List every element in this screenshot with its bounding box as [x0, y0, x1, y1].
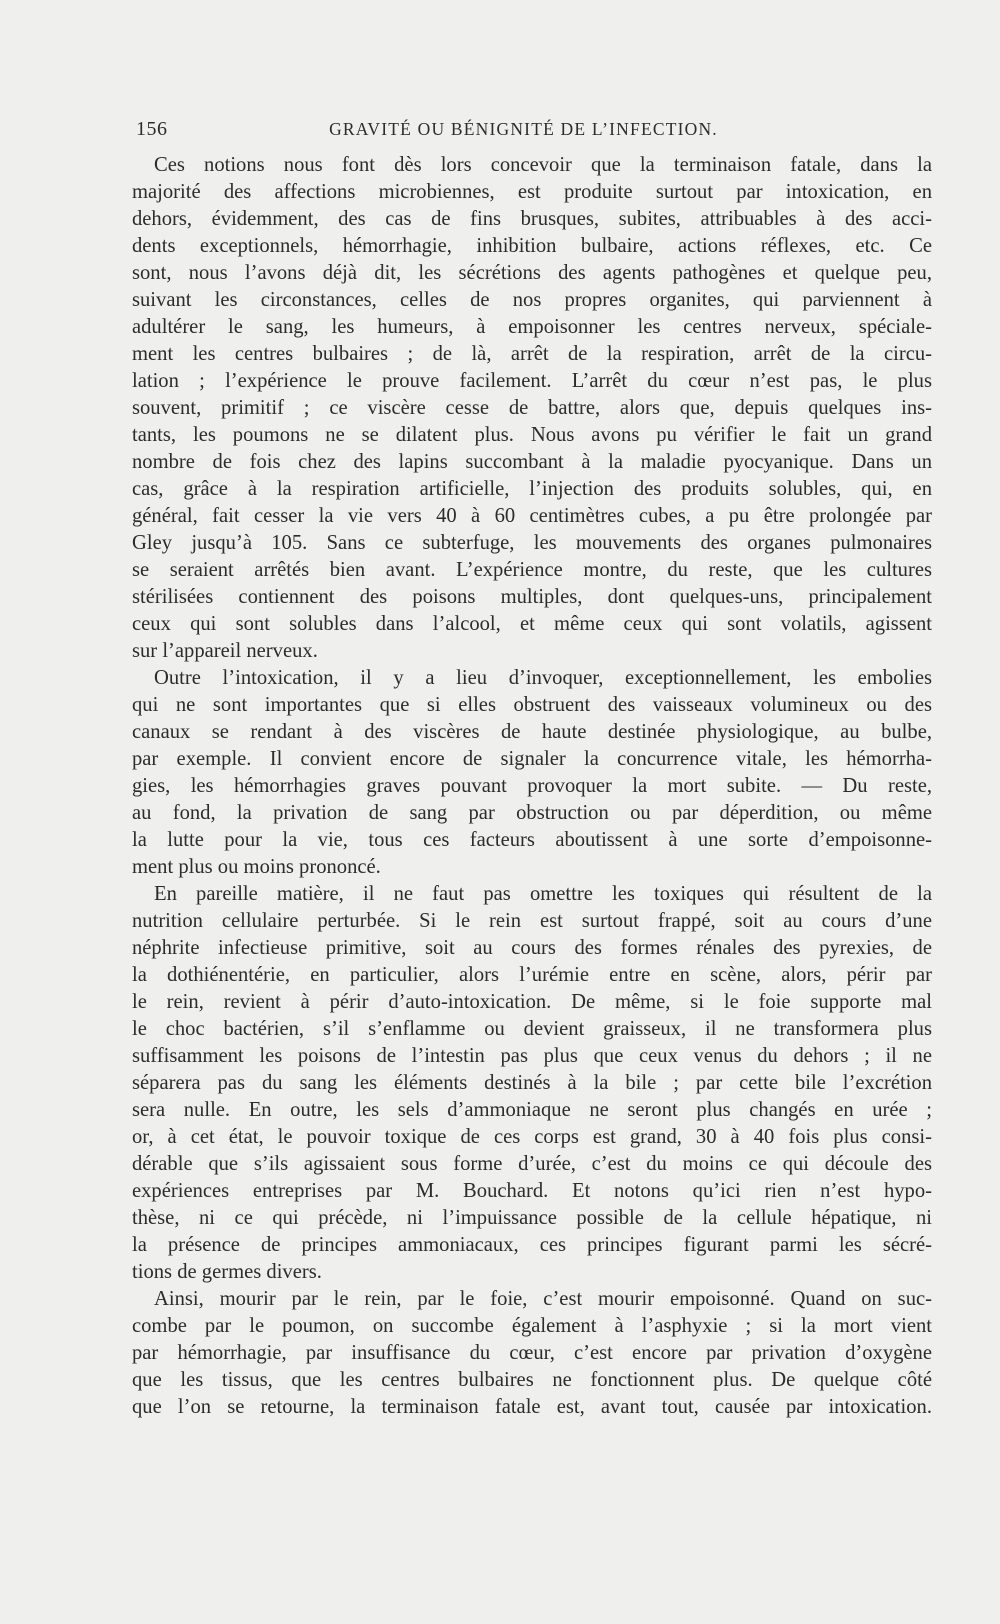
running-title: GRAVITÉ OU BÉNIGNITÉ DE L’INFECTION.: [329, 119, 718, 139]
text-line: par exemple. Il convient encore de signaler la concurrence vitale, les hémorrha-: [132, 748, 932, 770]
text-line: lation ; l’expérience le prouve facilement. L’arrêt du cœur n’est pas, le plus: [132, 370, 932, 392]
text-line: le rein, revient à périr d’auto-intoxication. De même, si le foie supporte mal: [132, 991, 932, 1013]
text-line: sera nulle. En outre, les sels d’ammoniaque ne seront plus changés en urée ;: [132, 1099, 932, 1121]
text-line: général, fait cesser la vie vers 40 à 60 centimètres cubes, a pu être prolongée par: [132, 505, 932, 527]
text-line: suffisamment les poisons de l’intestin pas plus que ceux venus du dehors ; il ne: [132, 1045, 932, 1067]
text-line: expériences entreprises par M. Bouchard. Et notons qu’ici rien n’est hypo-: [132, 1180, 932, 1202]
text-line: ment les centres bulbaires ; de là, arrêt de la respiration, arrêt de la circu-: [132, 343, 932, 365]
text-line: la dothiénentérie, en particulier, alors l’urémie entre en scène, alors, périr par: [132, 964, 932, 986]
text-line: adultérer le sang, les humeurs, à empoisonner les centres nerveux, spéciale-: [132, 316, 932, 338]
text-line: ceux qui sont solubles dans l’alcool, et même ceux qui sont volatils, agissent: [132, 613, 932, 635]
text-line: par hémorrhagie, par insuffisance du cœur, c’est encore par privation d’oxygène: [132, 1342, 932, 1364]
text-line: Ces notions nous font dès lors concevoir que la terminaison fatale, dans la: [154, 154, 932, 176]
text-line: canaux se rendant à des viscères de haute destinée physiologique, au bulbe,: [132, 721, 932, 743]
text-line: suivant les circonstances, celles de nos propres organites, qui parviennent à: [132, 289, 932, 311]
text-line: combe par le poumon, on succombe également à l’asphyxie ; si la mort vient: [132, 1315, 932, 1337]
text-line: séparera pas du sang les éléments destinés à la bile ; par cette bile l’excrétion: [132, 1072, 932, 1094]
text-line: thèse, ni ce qui précède, ni l’impuissance possible de la cellule hépatique, ni: [132, 1207, 932, 1229]
text-line: nutrition cellulaire perturbée. Si le rein est surtout frappé, soit au cours d’une: [132, 910, 932, 932]
page-header: [136, 118, 936, 146]
text-line: nombre de fois chez des lapins succombant à la maladie pyocyanique. Dans un: [132, 451, 932, 473]
text-line: majorité des affections microbiennes, est produite surtout par intoxication, en: [132, 181, 932, 203]
text-line: sont, nous l’avons déjà dit, les sécrétions des agents pathogènes et quelque peu,: [132, 262, 932, 284]
text-line: que l’on se retourne, la terminaison fatale est, avant tout, causée par intoxication.: [132, 1396, 932, 1418]
body-text: [132, 152, 932, 1421]
text-line: tants, les poumons ne se dilatent plus. Nous avons pu vérifier le fait un grand: [132, 424, 932, 446]
text-line: dehors, évidemment, des cas de fins brusques, subites, attribuables à des acci-: [132, 208, 932, 230]
text-line: la présence de principes ammoniacaux, ces principes figurant parmi les sécré-: [132, 1234, 932, 1256]
text-line: gies, les hémorrhagies graves pouvant provoquer la mort subite. — Du reste,: [132, 775, 932, 797]
text-line: sur l’appareil nerveux.: [132, 640, 318, 662]
text-line: tions de germes divers.: [132, 1261, 322, 1283]
text-line: se seraient arrêtés bien avant. L’expérience montre, du reste, que les cultures: [132, 559, 932, 581]
text-line: dents exceptionnels, hémorrhagie, inhibition bulbaire, actions réflexes, etc. Ce: [132, 235, 932, 257]
text-line: Gley jusqu’à 105. Sans ce subterfuge, les mouvements des organes pulmonaires: [132, 532, 932, 554]
text-line: Outre l’intoxication, il y a lieu d’invoquer, exceptionnellement, les embolies: [154, 667, 932, 689]
text-line: néphrite infectieuse primitive, soit au cours des formes rénales des pyrexies, de: [132, 937, 932, 959]
text-line: que les tissus, que les centres bulbaires ne fonctionnent plus. De quelque côté: [132, 1369, 932, 1391]
text-line: or, à cet état, le pouvoir toxique de ces corps est grand, 30 à 40 fois plus consi-: [132, 1126, 932, 1148]
text-line: au fond, la privation de sang par obstruction ou par déperdition, ou même: [132, 802, 932, 824]
text-line: le choc bactérien, s’il s’enflamme ou devient graisseux, il ne transformera plus: [132, 1018, 932, 1040]
page-number: 156: [136, 118, 168, 140]
text-line: En pareille matière, il ne faut pas omettre les toxiques qui résultent de la: [154, 883, 932, 905]
text-line: ment plus ou moins prononcé.: [132, 856, 381, 878]
text-line: la lutte pour la vie, tous ces facteurs aboutissent à une sorte d’empoisonne-: [132, 829, 932, 851]
text-line: dérable que s’ils agissaient sous forme d’urée, c’est du moins ce qui découle des: [132, 1153, 932, 1175]
text-line: souvent, primitif ; ce viscère cesse de battre, alors que, depuis quelques ins-: [132, 397, 932, 419]
text-line: qui ne sont importantes que si elles obstruent des vaisseaux volumineux ou des: [132, 694, 932, 716]
text-line: Ainsi, mourir par le rein, par le foie, c’est mourir empoisonné. Quand on suc-: [154, 1288, 932, 1310]
text-line: cas, grâce à la respiration artificielle, l’injection des produits solubles, qui, en: [132, 478, 932, 500]
text-line: stérilisées contiennent des poisons multiples, dont quelques-uns, principalement: [132, 586, 932, 608]
